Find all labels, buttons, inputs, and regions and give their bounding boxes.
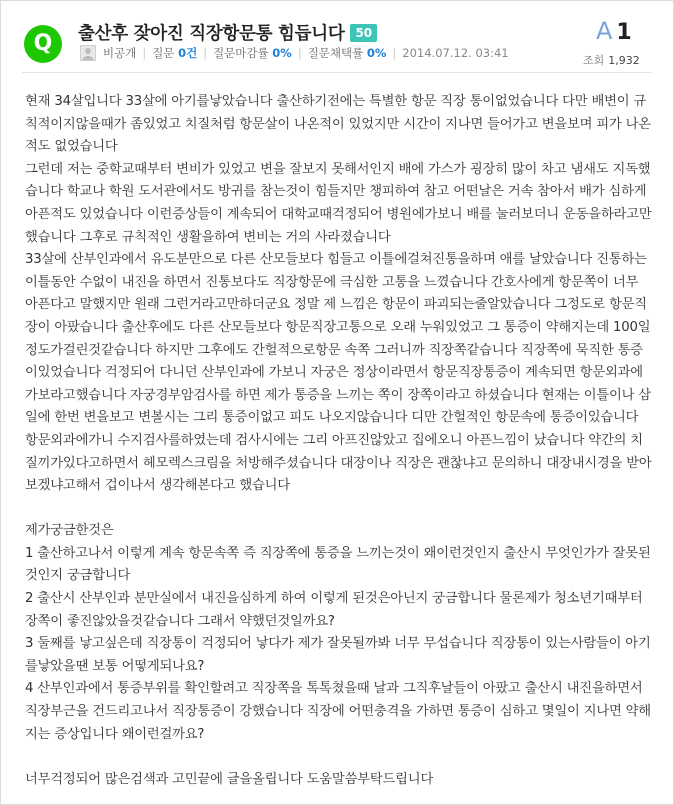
paragraph-gap (25, 746, 653, 769)
meta-separator: | (297, 46, 302, 60)
closing-rate-label: 질문마감률 (213, 46, 269, 60)
body-paragraph: 33살에 산부인과에서 유도분만으로 다른 산모들보다 힘들고 이틀에걸쳐진통을하며 애를 날았습니다 진통하는 이틀동안 수없이 내진을 하면서 진통보다도 직장항문에 극심한 고통을 느꼈습니다 간호사에게 항문쪽이 너무 아픈다고 말했지만 원래 그런거라고만하더군요 정말 제 느낌은 항문이 파괴되는줄알았습니다 그정도로 항문직장이 아팠습니다 출산후에도 다른 산모들보다 항문직장고통으로 오래 누워있었고 그 통증이 약해지는데 100일정도가걸린것같습니다 하지만 그후에도 간헐적으로항문 속쪽 그러니까 직장쪽같습니다 직장쪽에 묵직한 통증이있었습니다 걱정되어 다니던 산부인과에 가보니 자궁은 정상이라면서 항문직장통증이 계속되면 항문외과에가보라고했습니다 자궁경부암검사를 하면 제가 통증을 느끼는 쪽이 장쪽이라고 하셨습니다 현재는 이틀이나 삼일에 한번 변을보고 변볼시는 그리 통증이없고 피도 나오지않습니다 디만 간헐적인 항문속에 통증이있습니다 항문외과에가니 수지검사를하였는데 검사시에는 그리 아프진않았고 집에오니 아픈느낌이 났습니다 약간의 치질끼가있다고하면서 헤모렉스크림을 처방해주셨습니다 대장이나 직장은 괜찮냐고 문의하니 대장내시경을 받아보겠냐고해서 겁이나서 생각해본다고 했습니다 (25, 252, 652, 494)
adoption-rate: 0% (366, 46, 387, 60)
closing-rate: 0% (272, 46, 292, 60)
answer-count-value: 1 (616, 20, 632, 45)
question-item: 4 산부인과에서 통증부위를 확인할려고 직장쪽을 톡톡쳤을때 날과 그직후날들이 아팠고 출산시 내진을하면서 직장부근을 건드리고나서 직장통증이 강했습니다 직장에 어떤충격을 가하면 통증이 심하고 몇일이 지나면 약해지는 증상입니다 왜이런걸까요? (25, 681, 651, 742)
view-count (583, 52, 640, 68)
paragraph-gap (25, 498, 653, 521)
author-name: 비공개 (103, 46, 137, 60)
question-label: 질문 (152, 46, 175, 60)
meta-separator: | (203, 46, 208, 60)
question-title (78, 20, 377, 45)
question-item: 3 둘째를 낳고싶은데 직장통이 걱정되어 낳다가 제가 잘못될까봐 너무 무섭습니다 직장통이 있는사람들이 아기를낳았을땐 보통 어떻게되나요? (25, 636, 651, 674)
questions-intro: 제가궁금한것은 (25, 523, 114, 539)
question-item: 2 출산시 산부인과 분만실에서 내진을심하게 하여 이렇게 된것은아닌지 궁금합니다 물론제가 청소년기때부터 장쪽이 좋진않았을것같습니다 그래서 약했던것일까요? (25, 591, 643, 629)
answer-count[interactable] (596, 17, 632, 45)
adoption-rate-label: 질문채택률 (307, 46, 364, 60)
question-title-text: 출산후 잦아진 직장항문통 힘듭니다 (78, 24, 345, 44)
question-item: 1 출산하고나서 이렇게 계속 항문속쪽 즉 직장쪽에 통증을 느끼는것이 왜이런것인지 출산시 무엇인가가 잘못된것인지 궁금합니다 (25, 545, 651, 584)
question-date: 2014.07.12. 03:41 (402, 46, 509, 60)
body-paragraph: 현재 34살입니다 33살에 아기를낳았습니다 출산하기전에는 특별한 항문 직장 통이없었습니다 다만 배변이 규칙적이지않을때가 좀있었고 치질처럼 항문살이 나온적이 있었지만 시간이 지나면 들어가고 변을보며 피가 나온적도 없었습니다 (25, 94, 651, 155)
avatar-icon (80, 45, 96, 61)
meta-separator: | (392, 46, 397, 60)
answer-icon: A (596, 17, 613, 45)
question-meta (80, 45, 509, 61)
points-badge: 50 (350, 24, 377, 42)
question-body (25, 91, 653, 791)
views-label: 조회 (583, 54, 605, 67)
meta-separator: | (142, 46, 147, 60)
views-value: 1,932 (608, 54, 640, 67)
question-count[interactable]: 0건 (178, 46, 198, 60)
body-paragraph: 그런데 저는 중학교때부터 변비가 있었고 변을 잘보지 못해서인지 배에 가스가 굉장히 많이 차고 냄새도 지독했습니다 학교나 학원 도서관에서도 방귀를 참는것이 힘들지만 챙피하여 참고 어떤날은 거속 참아서 배가 심하게아픈적도 있었습니다 이런증상들이 계속되어 대학교때걱정되어 병원에가보니 배를 눌러보더니 운동을하라고만했습니다 그후로 규칙적인 생활을하여 변비는 거의 사라졌습니다 (25, 161, 652, 245)
closing-text: 너무걱정되어 많은검색과 고민끝에 글을올립니다 도움말씀부탁드립니다 (25, 771, 434, 787)
header-divider (22, 72, 652, 73)
question-badge-icon: Q (24, 25, 62, 63)
